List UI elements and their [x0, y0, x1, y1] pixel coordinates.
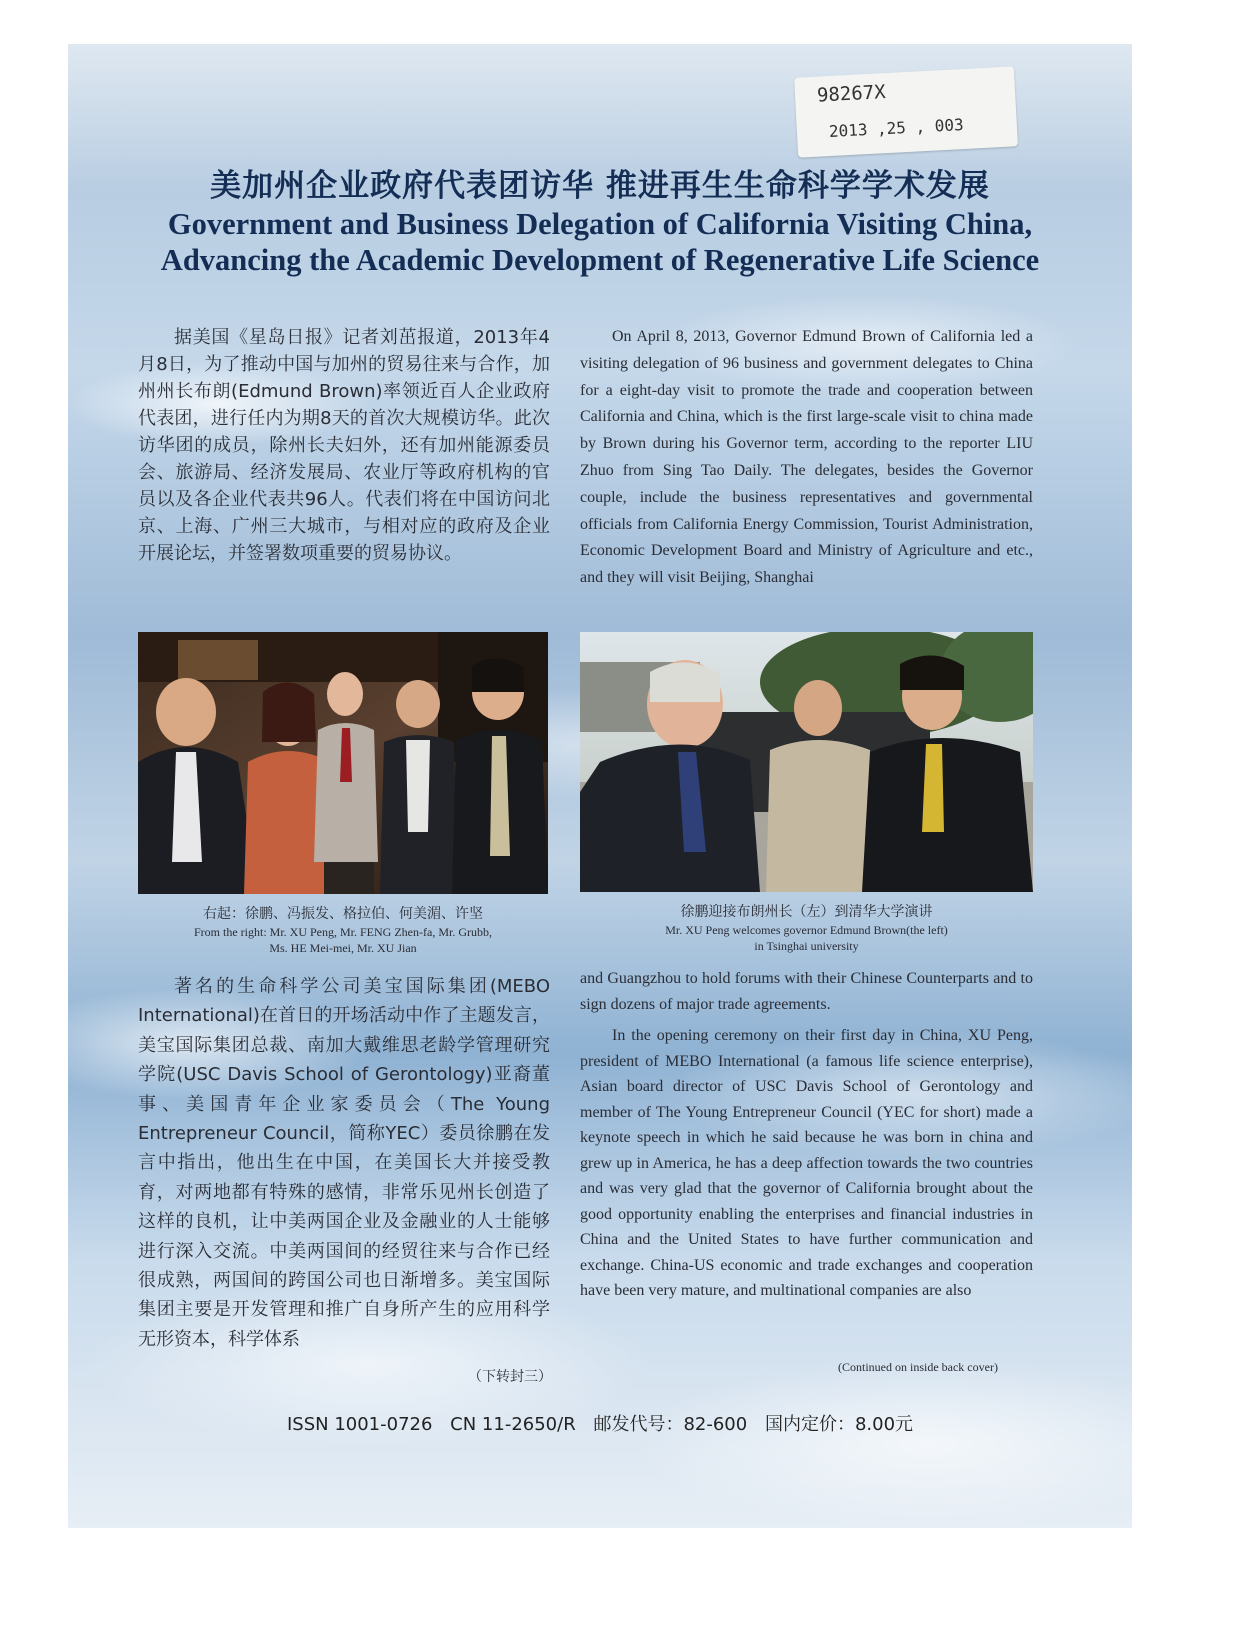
publication-info: [68, 1410, 1132, 1436]
group-photo-image: [138, 632, 548, 894]
greeting-photo: [580, 632, 1033, 892]
greeting-photo-caption-en-line2: in Tsinghai university: [754, 939, 859, 953]
issn: ISSN 1001-0726: [286, 1414, 433, 1435]
group-photo-caption: [138, 904, 548, 956]
en-continued-note: (Continued on inside back cover): [838, 1360, 998, 1374]
stamp-date: 2013 ,25 , 003: [828, 115, 965, 142]
group-photo: [138, 632, 548, 894]
cn-paragraph-1: 据美国《星岛日报》记者刘茁报道，2013年4月8日，为了推动中国与加州的贸易往来与合作，加州州长布朗(Edmund Brown)率领近百人企业政府代表团，进行任内为期8天的首次大规模访华。此次访华团的成员，除州长夫妇外，还有加州能源委员会、旅游局、经济发展局、农业厅等政府机构的官员以及各企业代表共96人。代表们将在中国访问北京、上海、广州三大城市，与相对应的政府及企业开展论坛，并签署数项重要的贸易协议。: [138, 327, 550, 564]
title-english: [68, 206, 1132, 278]
greeting-photo-caption-cn: 徐鹏迎接布朗州长（左）到清华大学演讲: [680, 904, 933, 920]
cn-continued-note: （下转封三）: [468, 1369, 552, 1385]
title-chinese: 美加州企业政府代表团访华 推进再生生命科学学术发展: [210, 168, 990, 204]
price: 国内定价：8.00元: [764, 1414, 914, 1435]
group-photo-caption-en-line2: Ms. HE Mei-mei, Mr. XU Jian: [269, 941, 417, 955]
title-english-line1: Government and Business Delegation of California Visiting China,: [167, 207, 1033, 241]
greeting-photo-image: [580, 632, 1033, 892]
library-stamp: [794, 66, 1018, 157]
cn-paragraph-2: 著名的生命科学公司美宝国际集团(MEBO International)在首日的开场活动中作了主题发言，美宝国际集团总裁、南加大戴维思老龄学管理研究学院(USC Davis School of Gerontology)亚裔董事、美国青年企业家委员会（The Young Entrepreneur Council，简称YEC）委员徐鹏在发言中指出，他出生在中国，在美国长大并接受教育，对两地都有特殊的感情，非常乐见州长创造了这样的良机，让中美两国企业及金融业的人士能够进行深入交流。中美两国间的经贸往来与合作已经很成熟，两国间的跨国公司也日渐增多。美宝国际集团主要是开发管理和推广自身所产生的应用科学无形资本，科学体系: [138, 976, 550, 1350]
magazine-page: [68, 44, 1132, 1528]
cn-number: CN 11-2650/R: [450, 1414, 576, 1435]
stamp-code: 98267X: [816, 81, 887, 107]
greeting-photo-caption: [580, 902, 1033, 954]
en-paragraph-1: On April 8, 2013, Governor Edmund Brown of California led a visiting delegation of 96 business and government delegates to China for a eight-day visit to promote the trade and cooperation between California and China, which is the first large-scale visit to china made by Brown during his Governor term, according to the reporter LIU Zhuo from Sing Tao Daily. The delegates, besides the Governor couple, include the business representatives and governmental officials from California Energy Commission, Tourist Administration, Economic Development Board and Ministry of Agriculture and etc., and they will visit Beijing, Shanghai: [580, 328, 1033, 587]
group-photo-caption-en-line1: From the right: Mr. XU Peng, Mr. FENG Zhen-fa, Mr. Grubb,: [194, 925, 492, 939]
cn-column-top: [138, 324, 550, 567]
en-paragraph-3: In the opening ceremony on their first day in China, XU Peng, president of MEBO International (a famous life science enterprise), Asian board director of USC Davis School of Gerontology and member of The Young Entrepreneur Council (YEC for short) made a keynote speech in which he said because he was born in china and grew up in America, he has a deep affection towards the two countries and was very glad that the governor of California brought about the good opportunity enabling the enterprises and financial industries in China and the United States to have further communication and exchange. China-US economic and trade exchanges and cooperation have been very mature, and multinational companies are also: [580, 1027, 1033, 1299]
title-english-line2: Advancing the Academic Development of Regenerative Life Science: [160, 243, 1040, 277]
greeting-photo-caption-en-line1: Mr. XU Peng welcomes governor Edmund Brown(the left): [665, 923, 948, 937]
en-column-bottom: [580, 966, 1033, 1304]
en-paragraph-2: and Guangzhou to hold forums with their Chinese Counterparts and to sign dozens of major trade agreements.: [580, 970, 1033, 1013]
group-photo-caption-cn: 右起：徐鹏、冯振发、格拉伯、何美湄、许坚: [203, 906, 483, 922]
postal-code: 邮发代号：82-600: [593, 1414, 748, 1435]
en-column-top: [580, 324, 1033, 592]
cn-column-bottom: [138, 972, 550, 1354]
